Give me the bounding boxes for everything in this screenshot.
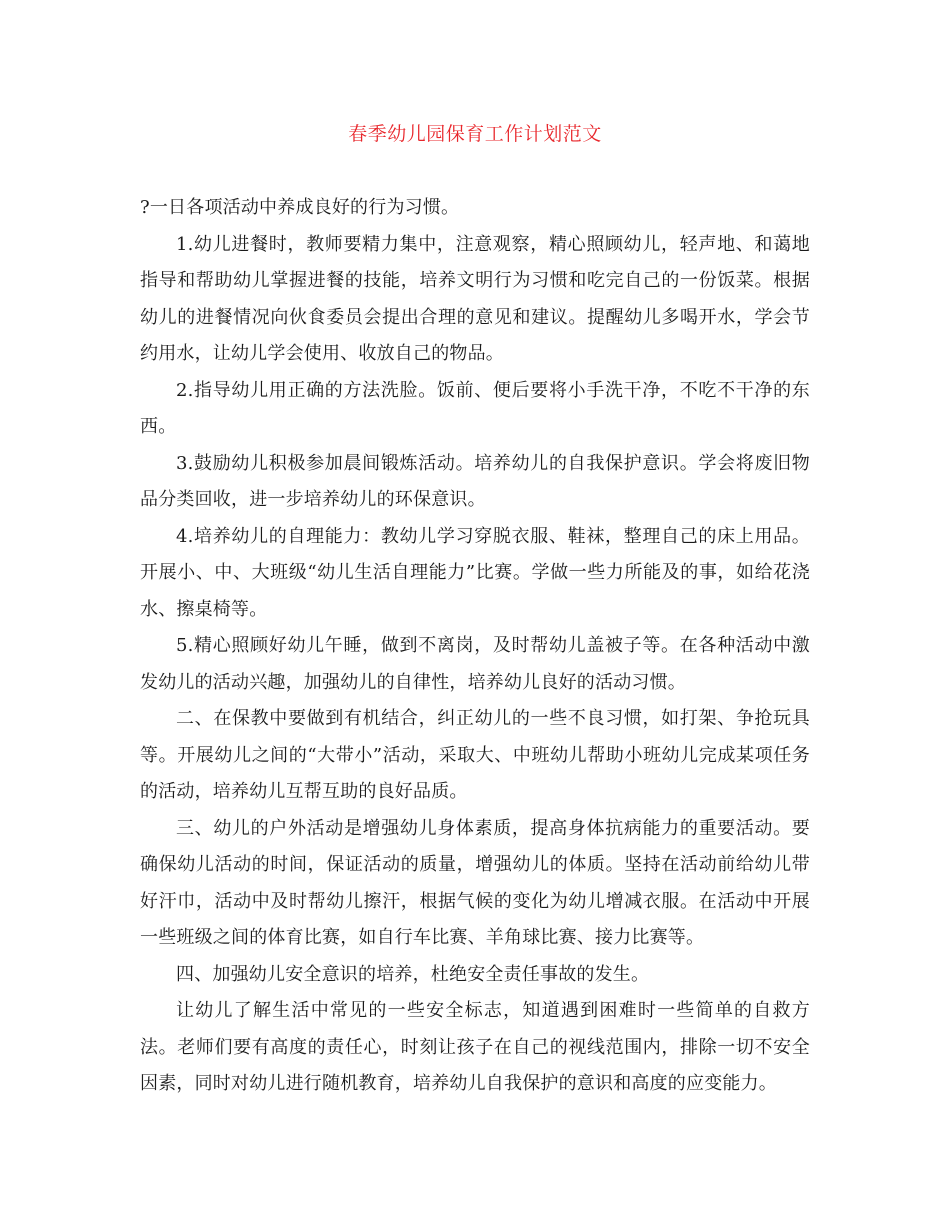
paragraph-intro: ?一日各项活动中养成良好的行为习惯。 xyxy=(140,197,460,218)
paragraph-item-4: 4.培养幼儿的自理能力：教幼儿学习穿脱衣服、鞋袜，整理自己的床上用品。开展小、中、大班级“幼儿生活自理能力”比赛。学做一些力所能及的事，如给花浇水、擦桌椅等。 xyxy=(140,525,810,620)
document-title: 春季幼儿园保育工作计划范文 xyxy=(348,123,602,145)
paragraph-item-2: 2.指导幼儿用正确的方法洗脸。饭前、便后要将小手洗干净，不吃不干净的东西。 xyxy=(140,379,810,437)
paragraph-item-3: 3.鼓励幼儿积极参加晨间锻炼活动。培养幼儿的自我保护意识。学会将废旧物品分类回收，进一步培养幼儿的环保意识。 xyxy=(140,452,810,510)
paragraph-section-3: 三、幼儿的户外活动是增强幼儿身体素质，提高身体抗病能力的重要活动。要确保幼儿活动的时间，保证活动的质量，增强幼儿的体质。坚持在活动前给幼儿带好汗巾，活动中及时帮幼儿擦汗，根据气候的变化为幼儿增减衣服。在活动中开展一些班级之间的体育比赛，如自行车比赛、羊角球比赛、接力比赛等。 xyxy=(140,817,810,948)
paragraph-safety: 让幼儿了解生活中常见的一些安全标志，知道遇到困难时一些简单的自救方法。老师们要有高度的责任心，时刻让孩子在自己的视线范围内，排除一切不安全因素，同时对幼儿进行随机教育，培养幼儿自我保护的意识和高度的应变能力。 xyxy=(140,1000,810,1094)
paragraph-item-5: 5.精心照顾好幼儿午睡，做到不离岗，及时帮幼儿盖被子等。在各种活动中激发幼儿的活动兴趣，加强幼儿的自律性，培养幼儿良好的活动习惯。 xyxy=(140,635,810,693)
paragraph-section-2: 二、在保教中要做到有机结合，纠正幼儿的一些不良习惯，如打架、争抢玩具等。开展幼儿之间的“大带小”活动，采取大、中班幼儿帮助小班幼儿完成某项任务的活动，培养幼儿互帮互助的良好品质。 xyxy=(140,708,810,802)
paragraph-item-1: 1.幼儿进餐时，教师要精力集中，注意观察，精心照顾幼儿，轻声地、和蔼地指导和帮助幼儿掌握进餐的技能，培养文明行为习惯和吃完自己的一份饭菜。根据幼儿的进餐情况向伙食委员会提出合理的意见和建议。提醒幼儿多喝开水，学会节约用水，让幼儿学会使用、收放自己的物品。 xyxy=(140,233,810,364)
paragraph-section-4: 四、加强幼儿安全意识的培养，杜绝安全责任事故的发生。 xyxy=(176,963,650,985)
